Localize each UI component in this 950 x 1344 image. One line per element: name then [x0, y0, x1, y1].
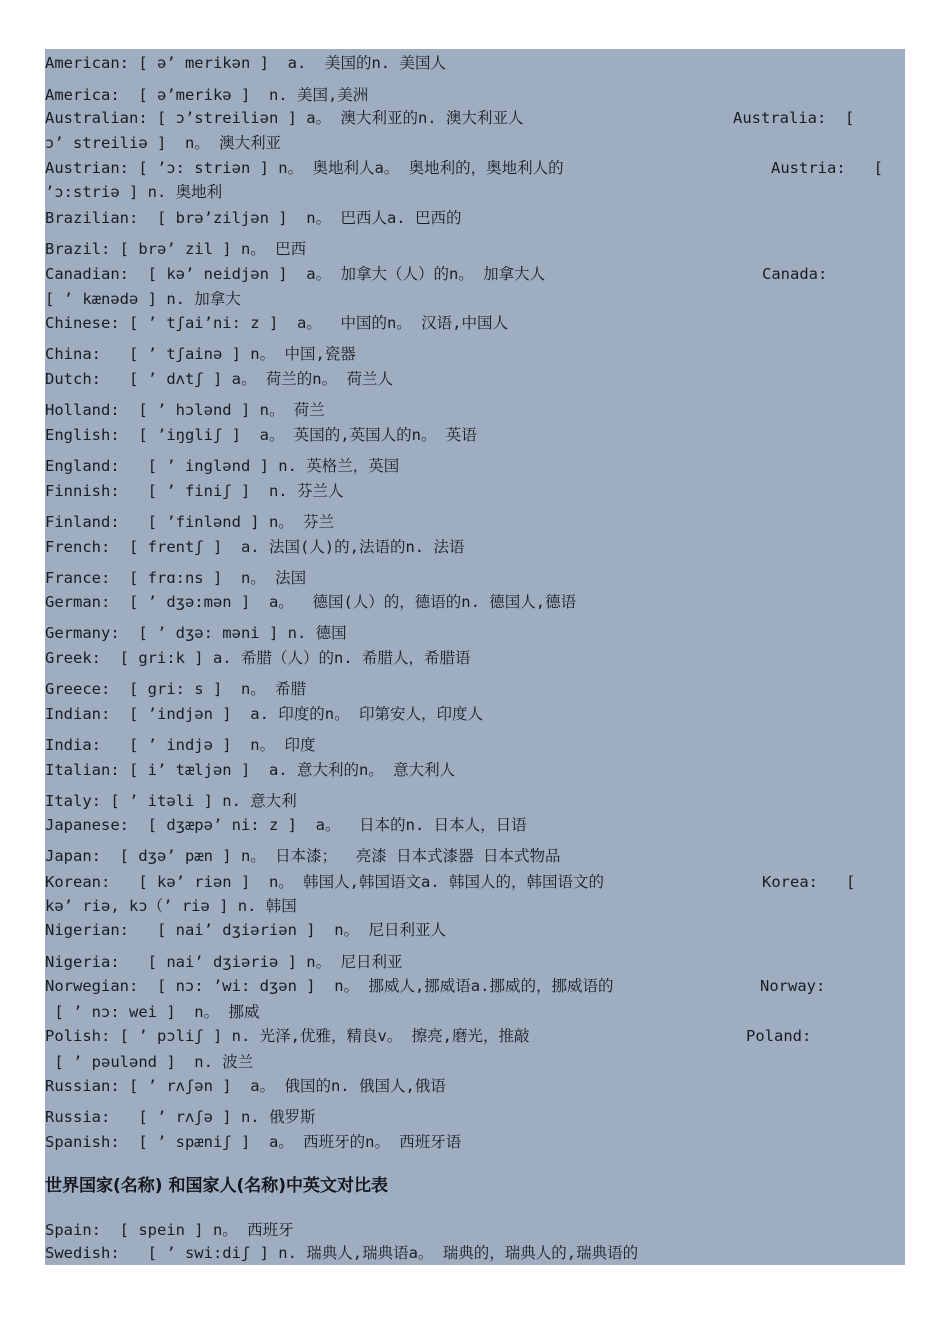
entry-canada: [ ’ kænədə ] n. 加拿大: [45, 290, 241, 308]
entry-greek: Greek: [ gri:k ] a. 希腊（人）的n. 希腊人，希腊语: [45, 649, 471, 667]
entry-swedish: Swedish: [ ’ swi:diʃ ] n. 瑞典人,瑞典语a。 瑞典的，瑞典人的,瑞典语的: [45, 1244, 639, 1262]
entry-austria: ’ɔ:striə ] n. 奥地利: [45, 183, 223, 201]
entry-australian: Australian: [ ɔ’streiliən ] a。 澳大利亚的n. 澳大利亚人: [45, 109, 524, 127]
entry-polish: Polish: [ ’ pɔliʃ ] n. 光泽,优雅，精良v。 擦亮,磨光，推敲: [45, 1027, 530, 1045]
entry-canada-head: Canada:: [762, 265, 828, 283]
entry-austrian: Austrian: [ ’ɔ: striən ] n。 奥地利人a。 奥地利的，奥地利人的: [45, 159, 564, 177]
entry-norway-head: Norway:: [760, 977, 826, 995]
entry-russian: Russian: [ ’ rʌʃən ] a。 俄国的n. 俄国人,俄语: [45, 1077, 446, 1095]
entry-italy: Italy: [ ’ itəli ] n. 意大利: [45, 792, 297, 810]
entry-germany: Germany: [ ’ dʒə: məni ] n. 德国: [45, 624, 347, 642]
entry-finland: Finland: [ ’finlənd ] n。 芬兰: [45, 513, 335, 531]
entry-norway: [ ’ nɔ: wei ] n。 挪威: [45, 1003, 260, 1021]
entry-dutch: Dutch: [ ’ dʌtʃ ] a。 荷兰的n。 荷兰人: [45, 370, 393, 388]
entry-italian: Italian: [ i’ tæljən ] a. 意大利的n。 意大利人: [45, 761, 456, 779]
entry-japan: Japan: [ dʒə’ pæn ] n。 日本漆； 亮漆 日本式漆器 日本式物品: [45, 847, 561, 865]
entry-french: French: [ frentʃ ] a. 法国(人)的,法语的n. 法语: [45, 538, 465, 556]
entry-american: American: [ ə’ merikən ] a. 美国的n. 美国人: [45, 54, 446, 72]
entry-china: China: [ ’ tʃainə ] n。 中国,瓷器: [45, 345, 356, 363]
entry-spain: Spain: [ spein ] n。 西班牙: [45, 1221, 294, 1239]
entry-australia: ɔ’ streiliə ] n。 澳大利亚: [45, 134, 282, 152]
entry-canadian: Canadian: [ kə’ neidjən ] a。 加拿大（人）的n。 加拿大人: [45, 265, 546, 283]
entry-france: France: [ frɑ:ns ] n。 法国: [45, 569, 307, 587]
entry-brazilian: Brazilian: [ brə’ziljən ] n。 巴西人a. 巴西的: [45, 209, 462, 227]
entry-australia-head: Australia: [: [733, 109, 855, 127]
document-page: [45, 49, 905, 1265]
entry-english: English: [ ’iŋgliʃ ] a。 英国的,英国人的n。 英语: [45, 426, 477, 444]
entry-austria-head: Austria: [: [771, 159, 883, 177]
entry-german: German: [ ’ dʒə:mən ] a。 德国(人）的，德语的n. 德国人,德语: [45, 593, 577, 611]
entry-russia: Russia: [ ’ rʌʃə ] n. 俄罗斯: [45, 1108, 316, 1126]
entry-korea-head: Korea: [: [762, 873, 856, 891]
entry-korean: Korean: [ kə’ riən ] n。 韩国人,韩国语文a. 韩国人的，韩国语文的: [45, 873, 604, 891]
entry-poland: [ ’ pəulənd ] n. 波兰: [45, 1053, 254, 1071]
entry-england: England: [ ’ inglənd ] n. 英格兰，英国: [45, 457, 400, 475]
entry-nigerian: Nigerian: [ nai’ dʒiəriən ] n。 尼日利亚人: [45, 921, 446, 939]
entry-america: America: [ ə’merikə ] n. 美国,美洲: [45, 86, 369, 104]
entry-brazil: Brazil: [ brə’ zil ] n。 巴西: [45, 240, 307, 258]
entry-india: India: [ ’ indjə ] n。 印度: [45, 736, 316, 754]
entry-japanese: Japanese: [ dʒæpə’ ni: z ] a。 日本的n. 日本人，日语: [45, 816, 527, 834]
entry-greece: Greece: [ gri: s ] n。 希腊: [45, 680, 307, 698]
entry-holland: Holland: [ ’ hɔlənd ] n。 荷兰: [45, 401, 325, 419]
entry-nigeria: Nigeria: [ nai’ dʒiəriə ] n。 尼日利亚: [45, 953, 403, 971]
entry-spanish: Spanish: [ ’ spæniʃ ] a。 西班牙的n。 西班牙语: [45, 1133, 462, 1151]
entry-chinese: Chinese: [ ’ tʃai’ni: z ] a。 中国的n。 汉语,中国人: [45, 314, 508, 332]
entry-poland-head: Poland:: [746, 1027, 812, 1045]
entry-indian: Indian: [ ’indjən ] a. 印度的n。 印第安人，印度人: [45, 705, 483, 723]
entry-norwegian: Norwegian: [ nɔ: ’wi: dʒən ] n。 挪威人,挪威语a.挪威的，挪威语的: [45, 977, 614, 995]
section-heading: 世界国家(名称) 和国家人(名称)中英文对比表: [45, 1176, 388, 1196]
entry-korea: kə’ riə, kɔ（’ riə ] n. 韩国: [45, 897, 297, 915]
entry-finnish: Finnish: [ ’ finiʃ ] n. 芬兰人: [45, 482, 344, 500]
